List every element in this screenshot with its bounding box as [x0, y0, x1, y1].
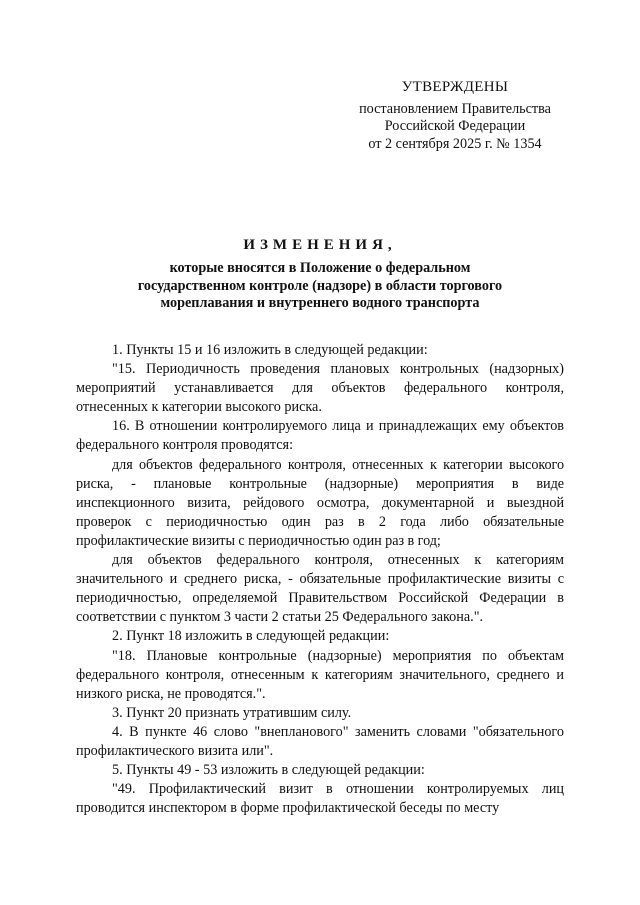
document-subtitle-line-2: государственном контроле (надзоре) в области торгового	[137, 277, 503, 294]
paragraph-item-2: 2. Пункт 18 изложить в следующей редакции:	[112, 628, 390, 645]
approval-stamp: УТВЕРЖДЕНЫ	[401, 79, 509, 95]
paragraph-item-1: 1. Пункты 15 и 16 изложить в следующей редакции:	[112, 342, 428, 358]
paragraph-clause-18: "18. Плановые контрольные (надзорные) мероприятия по объектам федерального контроля, отнесенным к категориям значительного, среднего и низкого риска, не проводятся.".	[76, 647, 564, 702]
document-title: ИЗМЕНЕНИЯ,	[243, 237, 397, 253]
paragraph-item-4: 4. В пункте 46 слово "внепланового" заменить словами "обязательного профилактического визита или".	[76, 723, 564, 759]
document-subtitle-line-3: мореплавания и внутреннего водного транспорта	[160, 295, 480, 311]
paragraph-clause-16: 16. В отношении контролируемого лица и принадлежащих ему объектов федерального контроля проводятся:	[76, 418, 564, 454]
approval-line-government: Российской Федерации	[384, 118, 526, 134]
paragraph-clause-49: "49. Профилактический визит в отношении контролируемых лиц проводится инспектором в форме профилактической беседы по месту	[76, 781, 564, 817]
paragraph-item-5: 5. Пункты 49 - 53 изложить в следующей редакции:	[112, 762, 425, 779]
document-body	[76, 341, 564, 818]
approval-block	[350, 79, 560, 153]
paragraph-high-risk: для объектов федерального контроля, отнесенных к категории высокого риска, - плановые контрольные (надзорные) мероприятия в виде инспекционного визита, рейдового осмотра, документарной и выездной проверок с периодичностью один раз в 2 года либо обязательные профилактические визиты с периодичностью один раз в год;	[76, 456, 564, 549]
approval-line-resolution: постановлением Правительства	[359, 100, 551, 117]
document-subtitle-line-1: которые вносятся в Положение о федеральном	[169, 260, 471, 276]
document-title-block	[76, 236, 564, 313]
paragraph-item-3: 3. Пункт 20 признать утратившим силу.	[112, 704, 352, 721]
paragraph-medium-risk: для объектов федерального контроля, отнесенных к категориям значительного и среднего риска, - обязательные профилактические визиты с периодичностью, определяемой Правительством Российской Федерации в соответствии с пунктом 3 части 2 статьи 25 Федерального закона.".	[76, 552, 564, 626]
paragraph-clause-15: "15. Периодичность проведения плановых контрольных (надзорных) мероприятий устанавливается для объектов федерального контроля, отнесенных к категории высокого риска.	[76, 361, 564, 416]
approval-line-date: от 2 сентября 2025 г. № 1354	[368, 135, 542, 152]
